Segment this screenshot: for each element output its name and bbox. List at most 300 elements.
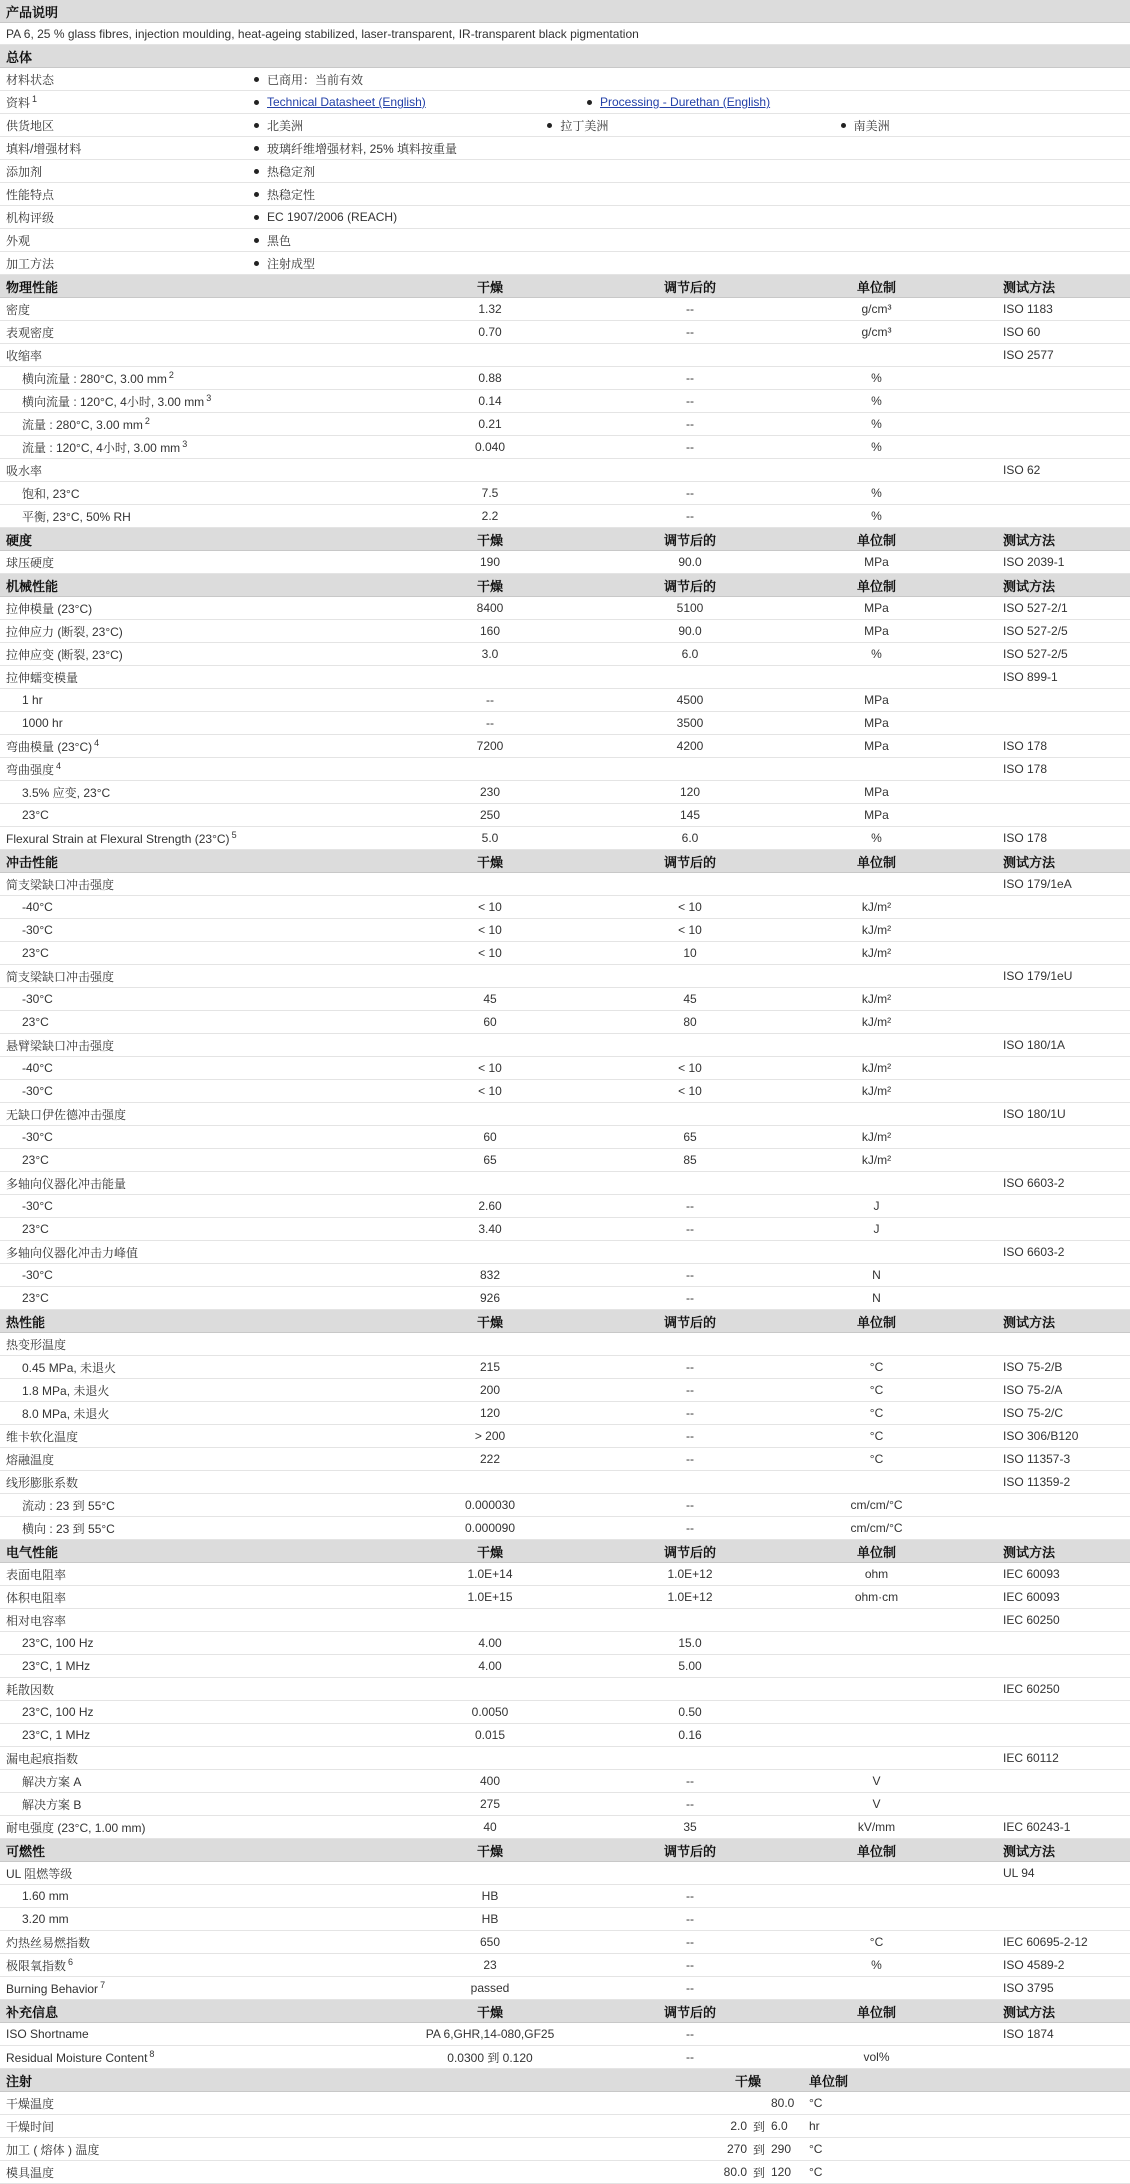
- property-label: [0, 347, 370, 364]
- property-label: [0, 1612, 370, 1629]
- property-label: [0, 1291, 370, 1305]
- property-unit: °C: [869, 1452, 884, 1466]
- property-conditioned-value: --: [686, 1222, 694, 1236]
- property-label-text: 拉伸应力 (断裂, 23°C): [6, 624, 123, 639]
- property-row: [0, 1724, 1130, 1747]
- property-dry-value: 200: [479, 1383, 501, 1397]
- column-header-unit: 单位制: [856, 578, 896, 594]
- general-value-item: [837, 117, 1130, 134]
- property-label: [0, 1705, 370, 1719]
- property-conditioned-value: 90.0: [678, 555, 702, 569]
- property-test-method: ISO 180/1U: [1003, 1107, 1066, 1121]
- general-row-label-text: 机构评级: [6, 210, 55, 225]
- property-label: [0, 1405, 370, 1422]
- section-title: 产品说明: [6, 4, 59, 20]
- property-row: [0, 1425, 1130, 1448]
- column-header-method: 测试方法: [1003, 2004, 1056, 2020]
- property-conditioned-value: 65: [683, 1130, 697, 1144]
- property-label-text: 23°C, 100 Hz: [22, 1705, 94, 1719]
- property-unit: kV/mm: [857, 1820, 896, 1834]
- property-label: [0, 738, 370, 755]
- property-test-method: IEC 60250: [1003, 1613, 1060, 1627]
- property-label: [0, 1773, 370, 1790]
- general-row: [0, 229, 1130, 252]
- bullet-icon: [254, 169, 259, 174]
- property-conditioned-value: 5.00: [678, 1659, 702, 1673]
- injection-high-value: 6.0: [771, 2119, 788, 2133]
- general-row-label: [0, 94, 250, 111]
- property-label: [0, 923, 370, 937]
- property-conditioned-value: --: [686, 1291, 694, 1305]
- column-header-conditioned: 调节后的: [663, 1544, 716, 1560]
- property-label-text: 解决方案 A: [22, 1774, 82, 1789]
- property-label: [0, 1336, 370, 1353]
- property-label-text: 热变形温度: [6, 1337, 67, 1352]
- column-header-unit: 单位制: [856, 1843, 896, 1859]
- property-row: [0, 1885, 1130, 1908]
- property-unit: kJ/m²: [861, 946, 892, 960]
- property-row: [0, 344, 1130, 367]
- property-row: [0, 459, 1130, 482]
- property-row: [0, 1862, 1130, 1885]
- property-test-method: IEC 60695-2-12: [1003, 1935, 1088, 1949]
- property-test-method: ISO 75-2/C: [1003, 1406, 1064, 1420]
- general-value-item: [250, 255, 583, 272]
- column-header-unit: 单位制: [856, 1314, 896, 1330]
- property-conditioned-value: --: [686, 417, 694, 431]
- property-label-text: ISO Shortname: [6, 2027, 89, 2041]
- footnote-marker: 3: [182, 438, 188, 449]
- property-label: [0, 1957, 370, 1974]
- property-label-text: 简支梁缺口冲击强度: [6, 969, 115, 984]
- property-dry-value: 0.88: [478, 371, 502, 385]
- property-dry-value: 0.0300 到 0.120: [447, 2050, 533, 2065]
- column-header-dry: 干燥: [476, 2004, 503, 2020]
- property-row: [0, 1402, 1130, 1425]
- property-row: [0, 1471, 1130, 1494]
- footnote-marker: 5: [231, 830, 237, 840]
- general-row-label: [0, 255, 250, 272]
- property-label-text: 悬臂梁缺口冲击强度: [6, 1038, 115, 1053]
- property-label: [0, 1497, 370, 1514]
- datasheet-link[interactable]: Processing - Durethan (English): [600, 95, 771, 109]
- product-description-row: [0, 23, 1130, 45]
- property-label: [0, 1037, 370, 1054]
- property-label: [0, 416, 370, 433]
- section-title: 热性能: [6, 1314, 46, 1330]
- property-label-text: 流动 : 23 到 55°C: [22, 1498, 115, 1513]
- section-title: 物理性能: [6, 279, 59, 295]
- property-label: [0, 462, 370, 479]
- property-label: [0, 1106, 370, 1123]
- property-row: [0, 298, 1130, 321]
- property-label-text: 1.60 mm: [22, 1889, 69, 1903]
- general-row-label-text: 供货地区: [6, 118, 55, 133]
- general-row-values: [250, 140, 1130, 157]
- property-label: [0, 1934, 370, 1951]
- general-row-values: [250, 255, 1130, 272]
- range-word: 到: [752, 2142, 765, 2157]
- property-unit: °C: [869, 1383, 884, 1397]
- property-label-text: -30°C: [22, 1084, 53, 1098]
- property-label: [0, 1912, 370, 1926]
- property-label-text: 平衡, 23°C, 50% RH: [22, 509, 131, 524]
- property-label: [0, 485, 370, 502]
- general-value-text: 玻璃纤维增强材料, 25% 填料按重量: [267, 141, 458, 156]
- property-row: [0, 758, 1130, 781]
- general-row: [0, 91, 1130, 114]
- property-dry-value: 120: [479, 1406, 501, 1420]
- column-header-dry: 干燥: [476, 1843, 503, 1859]
- property-row: [0, 1218, 1130, 1241]
- column-header-unit: 单位制: [856, 279, 896, 295]
- section-title: 硬度: [6, 532, 33, 548]
- property-test-method: ISO 3795: [1003, 1981, 1054, 1995]
- property-row: [0, 436, 1130, 459]
- column-header-unit: 单位制: [856, 1544, 896, 1560]
- property-conditioned-value: --: [686, 302, 694, 316]
- injection-high-value: 290: [771, 2142, 792, 2156]
- property-test-method: ISO 178: [1003, 762, 1048, 776]
- property-dry-value: 215: [479, 1360, 501, 1374]
- property-label-text: 1 hr: [22, 693, 43, 707]
- product-description-text: PA 6, 25 % glass fibres, injection moulding, heat-ageing stabilized, laser-transparent, IR-transparent black pigmentation: [6, 26, 639, 41]
- property-label: [0, 1659, 370, 1673]
- property-unit: MPa: [864, 808, 889, 822]
- property-test-method: ISO 180/1A: [1003, 1038, 1066, 1052]
- column-header-dry: 干燥: [734, 2073, 761, 2089]
- section-title: 电气性能: [6, 1544, 59, 1560]
- property-conditioned-value: 0.50: [678, 1705, 702, 1719]
- property-label-text: 8.0 MPa, 未退火: [22, 1406, 110, 1421]
- property-section-header: [0, 1310, 1130, 1333]
- property-conditioned-value: 85: [683, 1153, 697, 1167]
- property-unit: N: [872, 1268, 881, 1282]
- property-label: [0, 1681, 370, 1698]
- column-header-unit: 单位制: [809, 2073, 849, 2089]
- property-label-text: 流量 : 120°C, 4小时, 3.00 mm: [22, 440, 181, 455]
- general-value-item: [250, 232, 583, 249]
- property-unit: g/cm³: [861, 302, 892, 316]
- column-header-conditioned: 调节后的: [663, 2004, 716, 2020]
- property-label: [0, 693, 370, 707]
- property-label-text: 漏电起痕指数: [6, 1751, 79, 1766]
- property-conditioned-value: 35: [683, 1820, 697, 1834]
- property-dry-value: 250: [479, 808, 501, 822]
- footnote-marker: 7: [100, 1980, 106, 1990]
- property-test-method: IEC 60093: [1003, 1590, 1060, 1604]
- property-dry-value: 0.0050: [471, 1705, 509, 1719]
- property-conditioned-value: --: [686, 1935, 694, 1949]
- property-label: [0, 1566, 370, 1583]
- property-unit: kJ/m²: [861, 1130, 892, 1144]
- property-label: [0, 324, 370, 341]
- property-label-text: 极限氧指数: [6, 1958, 67, 1973]
- bullet-icon: [254, 77, 259, 82]
- property-label: [0, 370, 370, 387]
- property-row: [0, 827, 1130, 850]
- section-title: 补充信息: [6, 2004, 59, 2020]
- general-value-item: [250, 163, 583, 180]
- property-row: [0, 597, 1130, 620]
- general-value-item: [250, 140, 583, 157]
- property-label-text: -40°C: [22, 1061, 53, 1075]
- property-row: [0, 1080, 1130, 1103]
- property-conditioned-value: < 10: [678, 900, 702, 914]
- property-section-header: [0, 2000, 1130, 2023]
- property-unit: %: [871, 647, 882, 661]
- property-conditioned-value: --: [686, 1774, 694, 1788]
- property-label-text: 拉伸蠕变模量: [6, 670, 79, 685]
- property-test-method: IEC 60093: [1003, 1567, 1060, 1581]
- property-unit: cm/cm/°C: [850, 1498, 903, 1512]
- column-header-conditioned: 调节后的: [663, 279, 716, 295]
- property-label-text: 无缺口伊佐德冲击强度: [6, 1107, 127, 1122]
- column-header-dry: 干燥: [476, 1544, 503, 1560]
- property-row: [0, 1747, 1130, 1770]
- property-row: [0, 1977, 1130, 2000]
- general-value-text: 热稳定剂: [267, 164, 316, 179]
- product-description-header: [0, 0, 1130, 23]
- property-label: [0, 646, 370, 663]
- property-label-text: 弯曲模量 (23°C): [6, 739, 93, 754]
- injection-low-value: 2.0: [730, 2119, 747, 2133]
- bullet-icon: [841, 123, 846, 128]
- property-test-method: ISO 6603-2: [1003, 1176, 1065, 1190]
- injection-unit: hr: [809, 2119, 820, 2133]
- property-row: [0, 1333, 1130, 1356]
- range-word: 到: [752, 2119, 765, 2134]
- general-value-item: [250, 186, 583, 203]
- column-header-dry: 干燥: [476, 1314, 503, 1330]
- property-label-text: 球压硬度: [6, 555, 55, 570]
- general-section-header: [0, 45, 1130, 68]
- general-row-values: [250, 186, 1130, 203]
- property-unit: kJ/m²: [861, 1015, 892, 1029]
- property-label-text: 体积电阻率: [6, 1590, 67, 1605]
- property-label: [0, 830, 370, 846]
- property-section-header: [0, 275, 1130, 298]
- property-row: [0, 1816, 1130, 1839]
- property-dry-value: 1.0E+14: [467, 1567, 513, 1581]
- property-conditioned-value: --: [686, 1797, 694, 1811]
- property-label-text: 熔融温度: [6, 1452, 55, 1467]
- property-label-text: -30°C: [22, 1199, 53, 1213]
- footnote-marker: 2: [144, 415, 150, 426]
- property-label-text: 23°C: [22, 946, 49, 960]
- property-label-text: 23°C: [22, 808, 49, 822]
- property-row: [0, 965, 1130, 988]
- property-label: [0, 600, 370, 617]
- property-conditioned-value: 1.0E+12: [667, 1567, 713, 1581]
- property-dry-value: 3.40: [478, 1222, 502, 1236]
- property-row: [0, 666, 1130, 689]
- property-unit: MPa: [864, 693, 889, 707]
- property-label-text: 维卡软化温度: [6, 1429, 79, 1444]
- property-unit: kJ/m²: [861, 1061, 892, 1075]
- property-row: [0, 1379, 1130, 1402]
- property-unit: %: [871, 371, 882, 385]
- general-row-label: [0, 186, 250, 203]
- property-unit: vol%: [863, 2050, 890, 2064]
- range-word: 到: [752, 2165, 765, 2180]
- injection-row: [0, 2092, 1130, 2115]
- injection-unit: °C: [809, 2165, 823, 2179]
- footnote-marker: 3: [206, 392, 212, 403]
- column-header-dry: 干燥: [476, 854, 503, 870]
- property-label: [0, 1451, 370, 1468]
- property-row: [0, 1195, 1130, 1218]
- general-row-label-text: 加工方法: [6, 256, 55, 271]
- property-dry-value: 650: [479, 1935, 501, 1949]
- datasheet-link[interactable]: Technical Datasheet (English): [267, 95, 426, 109]
- injection-label: 模具温度: [6, 2165, 55, 2180]
- property-conditioned-value: --: [686, 1268, 694, 1282]
- general-row-label: [0, 71, 250, 88]
- property-label-text: 相对电容率: [6, 1613, 67, 1628]
- property-dry-value: 926: [479, 1291, 501, 1305]
- section-title: 机械性能: [6, 578, 59, 594]
- general-value-text: EC 1907/2006 (REACH): [267, 210, 398, 224]
- property-label-text: Residual Moisture Content: [6, 2051, 148, 2065]
- property-label-text: 1000 hr: [22, 716, 63, 730]
- column-header-conditioned: 调节后的: [663, 1314, 716, 1330]
- property-label-text: 23°C: [22, 1222, 49, 1236]
- property-label-text: Flexural Strain at Flexural Strength (23°C): [6, 832, 230, 846]
- property-row: [0, 1908, 1130, 1931]
- property-conditioned-value: 10: [683, 946, 697, 960]
- property-unit: %: [871, 394, 882, 408]
- property-row: [0, 1770, 1130, 1793]
- property-conditioned-value: --: [686, 440, 694, 454]
- property-label: [0, 669, 370, 686]
- property-conditioned-value: --: [686, 1521, 694, 1535]
- property-dry-value: 222: [479, 1452, 501, 1466]
- general-row-label-text: 性能特点: [6, 187, 55, 202]
- column-header-method: 测试方法: [1003, 1843, 1056, 1859]
- property-dry-value: 275: [479, 1797, 501, 1811]
- property-label-text: 线形膨胀系数: [6, 1475, 79, 1490]
- property-section-header: [0, 1540, 1130, 1563]
- property-test-method: ISO 62: [1003, 463, 1041, 477]
- property-conditioned-value: 4200: [676, 739, 704, 753]
- property-unit: g/cm³: [861, 325, 892, 339]
- injection-section-header: [0, 2069, 1130, 2092]
- column-header-unit: 单位制: [856, 2004, 896, 2020]
- property-label: [0, 1889, 370, 1903]
- bullet-icon: [254, 238, 259, 243]
- section-title: 可燃性: [6, 1843, 46, 1859]
- property-conditioned-value: 45: [683, 992, 697, 1006]
- property-label: [0, 1796, 370, 1813]
- property-row: [0, 689, 1130, 712]
- general-value-item: [250, 117, 543, 134]
- property-label-text: UL 阻燃等级: [6, 1866, 73, 1881]
- bullet-icon: [254, 146, 259, 151]
- property-dry-value: 1.0E+15: [467, 1590, 513, 1604]
- property-label: [0, 1382, 370, 1399]
- property-dry-value: < 10: [478, 900, 502, 914]
- property-label: [0, 1153, 370, 1167]
- property-row: [0, 1448, 1130, 1471]
- general-value-text: 热稳定性: [267, 187, 316, 202]
- property-row: [0, 896, 1130, 919]
- property-label: [0, 554, 370, 571]
- property-row: [0, 1931, 1130, 1954]
- footnote-marker: 4: [56, 760, 62, 771]
- general-row: [0, 252, 1130, 275]
- property-row: [0, 1954, 1130, 1977]
- property-dry-value: passed: [470, 1981, 510, 1995]
- property-row: [0, 804, 1130, 827]
- general-row: [0, 206, 1130, 229]
- property-label-text: 耐电强度 (23°C, 1.00 mm): [6, 1820, 146, 1835]
- general-row-label-text: 资料: [6, 95, 31, 110]
- property-label-text: 拉伸应变 (断裂, 23°C): [6, 647, 123, 662]
- property-label: [0, 1061, 370, 1075]
- property-conditioned-value: < 10: [678, 923, 702, 937]
- property-row: [0, 321, 1130, 344]
- property-dry-value: PA 6,GHR,14-080,GF25: [425, 2027, 555, 2041]
- property-row: [0, 1172, 1130, 1195]
- general-row-label: [0, 140, 250, 157]
- property-unit: °C: [869, 1429, 884, 1443]
- property-unit: MPa: [864, 624, 889, 638]
- property-label-text: 0.45 MPa, 未退火: [22, 1360, 117, 1375]
- property-unit: kJ/m²: [861, 1084, 892, 1098]
- property-label: [0, 623, 370, 640]
- property-conditioned-value: 6.0: [681, 831, 699, 845]
- property-row: [0, 781, 1130, 804]
- property-dry-value: 832: [479, 1268, 501, 1282]
- column-header-dry: 干燥: [476, 578, 503, 594]
- property-row: [0, 482, 1130, 505]
- column-header-method: 测试方法: [1003, 279, 1056, 295]
- property-dry-value: --: [486, 693, 494, 707]
- section-title: 注射: [6, 2073, 33, 2089]
- property-row: [0, 1701, 1130, 1724]
- property-label-text: 表观密度: [6, 325, 55, 340]
- general-row-label-text: 填料/增强材料: [6, 141, 82, 156]
- column-header-dry: 干燥: [476, 532, 503, 548]
- property-dry-value: 0.14: [478, 394, 502, 408]
- property-label: [0, 2049, 370, 2065]
- property-conditioned-value: --: [686, 1912, 694, 1926]
- property-conditioned-value: 6.0: [681, 647, 699, 661]
- property-row: [0, 712, 1130, 735]
- property-label: [0, 1428, 370, 1445]
- property-row: [0, 2046, 1130, 2069]
- property-dry-value: 0.21: [478, 417, 502, 431]
- property-row: [0, 1494, 1130, 1517]
- property-row: [0, 1264, 1130, 1287]
- property-conditioned-value: --: [686, 2050, 694, 2064]
- property-dry-value: 0.015: [474, 1728, 506, 1742]
- injection-label: 干燥温度: [6, 2096, 55, 2111]
- property-conditioned-value: < 10: [678, 1084, 702, 1098]
- property-conditioned-value: --: [686, 371, 694, 385]
- property-unit: %: [871, 831, 882, 845]
- bullet-icon: [547, 123, 552, 128]
- property-dry-value: HB: [481, 1889, 499, 1903]
- property-row: [0, 551, 1130, 574]
- property-conditioned-value: --: [686, 1383, 694, 1397]
- injection-high-value: 120: [771, 2165, 792, 2179]
- property-test-method: ISO 4589-2: [1003, 1958, 1065, 1972]
- property-test-method: IEC 60243-1: [1003, 1820, 1071, 1834]
- property-unit: kJ/m²: [861, 900, 892, 914]
- property-dry-value: < 10: [478, 946, 502, 960]
